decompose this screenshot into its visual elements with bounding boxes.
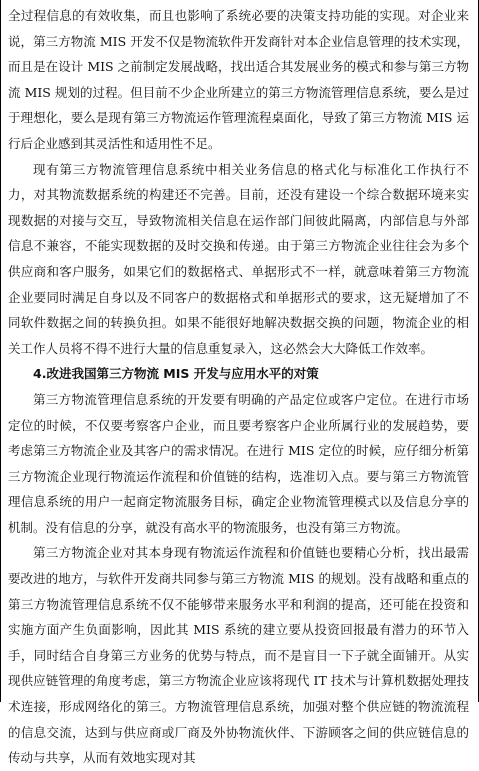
paragraph: 第三方物流企业对其本身现有物流运作流程和价值链也要精心分析，找出最需要改进的地方，与软件开发商共同参与第三方物流 MIS 的规划。没有战略和重点的第三方物流管理信息系统不仅不能够带来服务水平和利润的提高，还可能在投资和实施方面产生负面影响，因此其 MIS 系统的建立要从投资回报最有潜力的环节入手，同时结合自身第三方业务的优势与特点，而不是盲目一下子就全面铺开。从实现供应链管理的角度考虑，第三方物流企业应该将现代 IT 技术与计算机数据处理技术连接，形成网络化的第三。方物流管理信息系统，加强对整个供应链的物流流程的信息交流，达到与供应商或厂商及外协物流伙伴、下游顾客之间的供应链信息的传动与共享，从而有效地实现对其 <box>8 545 469 766</box>
section-heading: 4.改进我国第三方物流 MIS 开发与应用水平的对策 <box>33 366 319 382</box>
paragraph: 全过程信息的有效收集，而且也影响了系统必要的决策支持功能的实现。对企业来说，第三方物流 MIS 开发不仅是物流软件开发商针对本企业信息管理的技术实现，而且是在设计 MIS 之前制定发展战略，找出适合其发展业务的模式和参与第三方物流 MIS 规划的过程。但目前不少企业所建立的第三方物流管理信息系统，要么是过于理想化，要么是现有第三方物流运作管理流程桌面化，导致了第三方物流 MIS 运行后企业感到其灵活性和适用性不足。 <box>8 8 469 151</box>
paragraph: 第三方物流管理信息系统的开发要有明确的产品定位或客户定位。在进行市场定位的时候，不仅要考察客户企业，而且要考察客户企业所属行业的发展趋势，要考虑第三方物流企业及其客户的需求情况。在进行 MIS 定位的时候，应仔细分析第三方物流企业现行物流运作流程和价值链的结构，选准切入点。要与第三方物流管理信息系统的用户一起商定物流服务目标，确定企业物流管理模式以及信息分享的机制。没有信息的分享，就没有高水平的物流服务，也没有第三方物流。 <box>8 391 469 535</box>
paragraph: 现有第三方物流管理信息系统中相关业务信息的格式化与标准化工作执行不力，对其物流数据系统的构建还不完善。目前，还没有建设一个综合数据环境来实现数据的对接与交互，导致物流相关信息在运作部门间彼此隔离，内部信息与外部信息不兼容，不能实现数据的及时交换和传递。由于第三方物流企业往往会为多个供应商和客户服务，如果它们的数据格式、单据形式不一样，就意味着第三方物流企业要同时满足自身以及不同客户的数据格式和单据形式的要求，这无疑增加了不同软件数据之间的转换负担。如果不能很好地解决数据交换的问题，物流企业的相关工作人员将不得不进行大量的信息重复录入，这必然会大大降低工作效率。 <box>8 161 469 356</box>
